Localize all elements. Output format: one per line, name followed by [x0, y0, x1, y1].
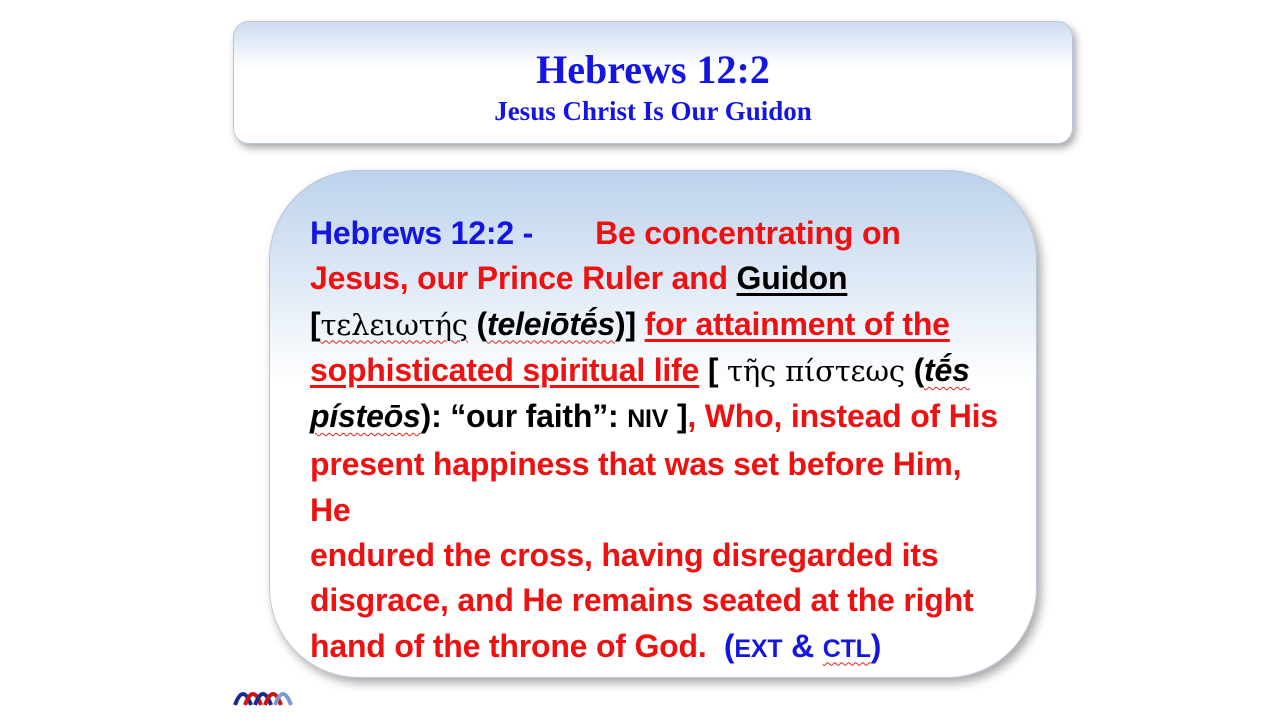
paren-open-2: (: [904, 351, 925, 388]
verse-text: [310, 211, 1010, 672]
ministry-logo-icon: [233, 681, 297, 709]
verse-line-2: Jesus, our Prince Ruler and: [310, 260, 737, 297]
paren-open: (: [467, 305, 487, 342]
transliteration-teleiotes: teleiōtḗs: [486, 305, 616, 342]
title-banner: [233, 21, 1073, 144]
ext-label: EXT: [734, 634, 783, 663]
verse-line-3: for attainment of the: [644, 305, 950, 342]
ampersand: &: [782, 627, 823, 664]
bracket-open-2: [: [699, 351, 727, 388]
verse-line-9: hand of the throne of God.: [310, 627, 707, 664]
abbr-paren-close: ): [870, 627, 882, 664]
verse-line-8: disgrace, and He remains seated at the right: [310, 582, 974, 619]
greek-phrase-tes-pisteos: τῆς πίστεως: [727, 353, 905, 388]
verse-line-6: present happiness that was set before Him, He: [310, 446, 962, 528]
verse-line-7: endured the cross, having disregarded its: [310, 537, 939, 574]
greek-word-teleiotes: τελειωτής: [320, 307, 468, 342]
guidon-word: Guidon: [736, 260, 848, 297]
niv-label: NIV: [627, 405, 669, 434]
transliteration-tes: tḗs: [924, 351, 970, 388]
verse-line-4: sophisticated spiritual life: [310, 351, 700, 388]
page-subtitle: Jesus Christ Is Our Guidon: [494, 96, 812, 126]
our-faith-text: ): “our faith”:: [420, 398, 628, 435]
verse-line-1: Be concentrating on: [595, 215, 901, 251]
page-title: Hebrews 12:2: [536, 47, 770, 92]
transliteration-pisteos: písteōs: [310, 398, 421, 435]
verse-line-5: , Who, instead of His: [687, 398, 998, 435]
bracket-close: )]: [615, 305, 636, 342]
bracket-open: [: [310, 305, 321, 342]
verse-reference: Hebrews 12:2 -: [310, 215, 534, 251]
space: [636, 306, 645, 342]
abbr-paren-open: (: [723, 627, 735, 664]
verse-card: [269, 170, 1037, 678]
bracket-close-2: ]: [668, 398, 688, 435]
ctl-label: CTL: [822, 634, 871, 663]
